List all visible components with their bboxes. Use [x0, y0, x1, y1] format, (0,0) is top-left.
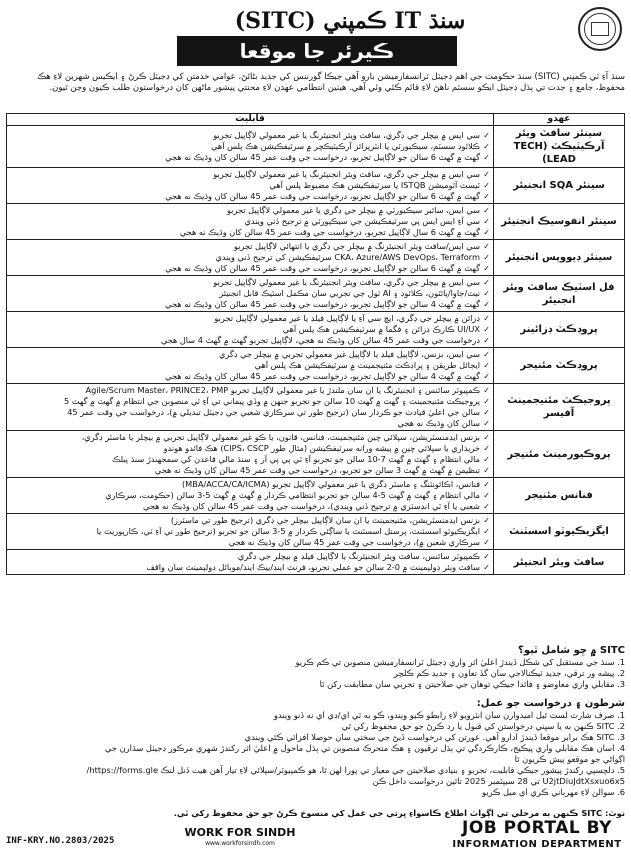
information-department-label: INFORMATION DEPARTMENT [452, 839, 622, 850]
post-title: سينئر انفوسيڪ انجنيئر [494, 204, 625, 240]
job-portal-logo: JOB PORTAL BY [462, 818, 612, 838]
qualification-cell [7, 348, 494, 384]
terms-title: شرطون ۽ درخواست جو عمل: [476, 698, 625, 709]
qualification-line: ✓ سالن کان وڌيڪ نه هجي [10, 418, 490, 429]
terms-item: اڳواڻي جو موقعو پيش ڪريون ٿا [514, 754, 625, 764]
post-title: سينئر سافٽ ويئر آرڪيٽيڪٽ (TECH LEAD) [494, 126, 625, 168]
qualification-cell [7, 384, 494, 431]
qualification-column-header: قابليت [7, 114, 494, 126]
post-title: سينئر SQA انجنيئر [494, 168, 625, 204]
qualification-line: ✓ گهٽ ۾ گهٽ 6 سالن جو لاڳاپيل تجربو، درخواست جي وقت عمر 45 سالن کان وڌيڪ نه هجي [10, 191, 490, 202]
qualification-line: ✓ فنانس، اڪائونٽنگ ۽ ماسٽر ڊگري يا غير معمولي لاڳاپيل تجربو (MBA/ACCA/CA/ICMA) [10, 479, 490, 490]
sindh-government-seal-icon [578, 7, 622, 51]
qualification-line: ✓ گهٽ ۾ گهٽ 6 سالن جو لاڳاپيل تجربو، درخواست جي وقت عمر 45 سالن کان وڌيڪ نه هجي [10, 263, 490, 274]
qualification-cell [7, 550, 494, 575]
qualification-line: ✓ شعبي يا آءِ ٽي انڊسٽري ۾ ترجيح ڏني ويندي)، درخواست جي وقت عمر 45 سالن کان وڌيڪ نه هجي [10, 501, 490, 512]
qualification-line: ✓ ايجائل طريقن ۽ پراڊڪٽ مئنيجمينٽ ۾ سرٽيفڪيشن هڪ پلس آهي [10, 360, 490, 371]
reference-number: INF-KRY.NO.2803/2025 [6, 836, 115, 846]
table-row [7, 431, 625, 478]
qualification-line: ✓ UI/UX ڪارڪ ڊزائن ۽ فگما ۾ سرٽيفڪيشن هڪ پلس آهي [10, 324, 490, 335]
qualification-line: ✓ گهٽ ۾ گهٽ 4 سالن جو لاڳاپيل تجربو، درخواست جي وقت عمر 45 سالن کان وڌيڪ نه هجي [10, 299, 490, 310]
qualification-cell [7, 478, 494, 514]
positions-table [6, 113, 625, 575]
qualification-cell [7, 240, 494, 276]
table-row [7, 550, 625, 575]
table-row [7, 204, 625, 240]
qualification-line: ✓ پروجيڪٽ مئنيجمينٽ ۽ گهٽ ۾ گهٽ 10 سالن جو تجربو جنهن ۾ وڏي پيماني تي آءِ ٽي منصوبن جي انتظام ۾ گهٽ ۾ گهٽ 5 [10, 396, 490, 407]
terms-item: 2. SITC ڪنهن به يا سڀني درخواستن کي قبول يا رد ڪرڻ جو حق محفوظ رکي ٿي [341, 721, 625, 731]
qualification-line: ✓ ٽيسٽ آٽوميشن ISTQB يا سرٽيفڪيشن هڪ مضبوط پلس آهي [10, 180, 490, 191]
qualification-cell [7, 312, 494, 348]
table-row [7, 348, 625, 384]
qualification-line: ✓ نيٽ/جاوا/پائٿون، ڪلائوڊ ۽ AI ٽول جي تجربي سان مڪمل اسٽيڪ قابل انجنيئر [10, 288, 490, 299]
qualification-line: ✓ بزنس ايڊمنسٽريشن، مئنيجمينٽ يا ان سان لاڳاپيل بيچلر جي ڊگري (ترجيح طور تي ماسٽرز) [10, 515, 490, 526]
post-title: پروڊڪٽ ڊزائينر [494, 312, 625, 348]
terms-item: 3. SITC هڪ برابر موقعا ڏيندڙ ادارو آهي. عورتن کي درخواست ڏيڻ جي سختي سان حوصلا افزائي ڪئي ويندي [244, 732, 625, 742]
qualification-line: ✓ گهٽ ۾ گهٽ 6 سال لاڳاپيل تجربو، درخواست جي وقت عمر 45 سالن کان وڌيڪ نه هجي [10, 227, 490, 238]
why-join-item: 1. سنڌ جي مستقبل کي شڪل ڏيندڙ اعليٰ اثر واري ڊجيٽل ٽرانسفارميشن منصوبن تي ڪم ڪريو [295, 657, 625, 667]
qualification-cell [7, 514, 494, 550]
post-title: سافٽ ويئر انجنيئر [494, 550, 625, 575]
qualification-cell [7, 431, 494, 478]
why-join-item: 2. پيشه ور ترقي، جديد ٽيڪنالاجي سان گڏ تعاون ۽ جديد ڪم ڪلچر [393, 668, 625, 678]
career-banner: ڪيرئر جا موقعا [177, 36, 457, 66]
table-row [7, 478, 625, 514]
note-text: نوٽ: SITC ڪنهن به مرحلي تي اڳواٽ اطلاع ڪاسواءِ ڀرتي جي عمل کي منسوخ ڪرڻ جو حق محفوظ رکي ٿي. [173, 808, 625, 818]
qualification-line: ✓ سالن جي اعليٰ قيادت جو ڪردار سان (ترجيح طور تي سرڪاري شعبي جي ڊجيٽل تبديلي ۾)، درخواست جي وقت عمر 45 [10, 407, 490, 418]
qualification-line: ✓ سافٽ ويئر ڊولپمينٽ ۾ 0-2 سالن جو عملي تجربو، فرنٽ اينڊ/بيڪ اينڊ/موبائل ڊولپمينٽ سان واقف [10, 562, 490, 573]
qualification-line: ✓ سي آءِ ايس ايس پي سرٽيفڪيشن جي سيڪيورٽي ۾ ترجيح ڏني ويندي [10, 216, 490, 227]
qualification-line: ✓ CKA، Azure/AWS DevOps، Terraform سرٽيفڪيشن کي ترجيح ڏني ويندي [10, 252, 490, 263]
qualification-cell [7, 168, 494, 204]
table-row [7, 126, 625, 168]
terms-item: 4. اسان هڪ مقابلي واري پيڪيج، ڪارڪردگي تي ٻڌل ترقيون ۽ هڪ متحرڪ منصوبن تي ٻڌل ماحول ۾ اعليٰ اثر رکندڙ شهري مرڪوز ڊجيٽل سڌارن جي [104, 743, 625, 753]
qualification-cell [7, 276, 494, 312]
table-row [7, 168, 625, 204]
qualification-cell [7, 126, 494, 168]
qualification-line: ✓ سي ايس/سافٽ ويئر انجنيئرنگ ۾ بيچلر جي ڊگري يا انتهائي لاڳاپيل تجربو [10, 241, 490, 252]
qualification-line: ✓ تنظيمن ۾ گهٽ ۾ گهٽ 3 سالن جو تجربو، درخواست جي وقت عمر 45 سالن کان وڌيڪ نه هجي [10, 465, 490, 476]
table-row [7, 240, 625, 276]
qualification-line: ✓ مالي انتظام ۽ گهٽ ۾ گهٽ 5-4 سالن جو تجربو انتظامي ڪردار ۾ گهٽ ۾ گهٽ 5-3 سالن (حڪومت، سرڪاري [10, 490, 490, 501]
qualification-line: ✓ سرڪاري شعبن ۾)، درخواست جي وقت عمر 45 سالن کان وڌيڪ نه هجي [10, 537, 490, 548]
qualification-line: ✓ درخواست جي وقت عمر 45 سالن کان وڌيڪ نه هجي، لاڳاپيل تجربو گهٽ ۾ گهٽ 4 سال هجي [10, 335, 490, 346]
post-title: پروڪيورمينٽ مئنيجر [494, 431, 625, 478]
qualification-line: ✓ مالي انتظام ۽ گهٽ ۾ گهٽ 7-10 سالن جو تجربو آءِ ٽي پي پي آر ۽ سنڌ مالي قاعدن کي سمجهندڙ سنڌ پبلڪ [10, 454, 490, 465]
qualification-line: ✓ سي ايس ۾ بيچلر جي ڊگري، سافٽ ويئر انجنيئرنگ يا غير معمولي لاڳاپيل تجربو [10, 130, 490, 141]
table-header-row [7, 114, 625, 126]
qualification-line: ✓ ڪمپيوٽر سائنس، سافٽ ويئر انجنيئرنگ يا لاڳاپيل فيلڊ ۾ بيچلر جي ڊگري [10, 551, 490, 562]
qualification-line: ✓ گهٽ ۾ گهٽ 6 سالن جو لاڳاپيل تجربو، درخواست جي وقت عمر 45 سالن کان وڌيڪ نه هجي [10, 152, 490, 163]
qualification-line: ✓ ڪمپيوٽر سائنس ۽ انجنيئرنگ يا ان سان ملندڙ يا غير معمولي لاڳاپيل تجربو Agile/Scrum Master، PRINCE2، PMP [10, 385, 490, 396]
terms-section [6, 697, 625, 798]
table-row [7, 514, 625, 550]
work-for-sindh-url: www.workforsindh.com [205, 840, 275, 847]
post-title: پروجيڪٽ مئنيجمينٽ آفيسر [494, 384, 625, 431]
qualification-cell [7, 204, 494, 240]
why-join-title: SITC ۾ ڇو شامل ٿيو؟ [518, 645, 625, 656]
qualification-line: ✓ بزنس ايڊمنسٽريشن، سپلائي چين مئنيجمينٽ، فنانس، قانون، يا ڪو غير معمولي لاڳاپيل تجربي ۾ بيچلر يا ماسٽر ڊگري، [10, 432, 490, 443]
post-title: ايگزيڪيوٽو اسسٽنٽ [494, 514, 625, 550]
terms-item: 1. صرف شارٽ لسٽ ٿيل اميدوارن سان انٽرويو لاءِ رابطو ڪيو ويندو، ڪو به ٽي اي/ڊي اي نه ڏنو ويندو [273, 710, 625, 720]
qualification-line: ✓ گهٽ ۾ گهٽ 4 سالن جو لاڳاپيل تجربو، درخواست جي وقت عمر 45 سالن کان وڌيڪ نه هجي [10, 371, 490, 382]
intro-paragraph: سنڌ آءِ ٽي ڪمپني (SITC) سنڌ حڪومت جي اهم ڊجيٽل ٽرانسفارميشن بارو آهي جيڪا گورننس کي جديد بڻائڻ، عوامي خدمتن کي ڊجيٽل ڪرڻ ۽ ايڪيس شهرين لاءِ هڪ محفوظ، جامع ۽ جدت تي ٻڌل ڊجيٽل ايڪو سسٽم ناهڻ لاءِ قائم ڪئي وئي آهي. هيٺين انتظامي عهدن لاءِ محنتي پيشور ماڻهن کان درخواستون طلب ڪيون وڃن ٿيون. [37, 72, 625, 93]
qualification-line: ✓ سي ايس، سائبر سيڪيورٽي ۾ بيچلر جي ڊگري يا غير معمولي لاڳاپيل تجربو [10, 205, 490, 216]
qualification-line: ✓ ڊزائن ۾ بيچلر جي ڊگري، ايڇ سي آءِ يا لاڳاپيل فيلڊ يا غير معمولي لاڳاپيل تجربو [10, 313, 490, 324]
why-join-item: 3. مقابلي واري معاوضو ۽ فائدا جيڪي توهان جي صلاحيتن ۽ تجربي سان مطابقت رکن ٿا [319, 679, 625, 689]
post-title: فنانس مئنيجر [494, 478, 625, 514]
terms-item: U2jtDiuJdtXsxuo6x5 تي 28 سيپٽمبر 2025 تائين درخواست داخل ڪن [372, 776, 625, 786]
post-column-header: عهدو [494, 114, 625, 126]
qualification-line: ✓ سي ايس ۾ بيچلر جي ڊگري، سافٽ ويئر انجنيئرنگ يا غير معمولي لاڳاپيل تجربو [10, 277, 490, 288]
work-for-sindh-text: WORK FOR SINDH [184, 826, 296, 839]
qualification-line: ✓ ايگزيڪيوٽو اسسٽنٽ، پرسنل اسسٽنٽ يا ساڳئي ڪردار ۾ 5-3 سالن جو تجربو (ترجيح طور تي آءِ ٽي، ڪارپوريٽ يا [10, 526, 490, 537]
post-title: سينئر ڊيووپس انجنيئر [494, 240, 625, 276]
table-row [7, 276, 625, 312]
why-join-section [6, 644, 625, 690]
page-title: سنڌ IT ڪمپني (SITC) [234, 8, 466, 34]
work-for-sindh-logo [165, 826, 315, 848]
qualification-line: ✓ سي ايس، بزنس، لاڳاپيل فيلڊ يا لاڳاپيل غير معمولي تجربي ۾ بيچلر جي ڊگري [10, 349, 490, 360]
post-title: پروڊڪٽ مئنيجر [494, 348, 625, 384]
table-row [7, 312, 625, 348]
qualification-line: ✓ سي ايس ۾ بيچلر جي ڊگري، سافٽ ويئر انجنيئرنگ يا غير معمولي لاڳاپيل تجربو [10, 169, 490, 180]
post-title: فل اسٽيڪ سافٽ ويئر انجنيئر [494, 276, 625, 312]
table-row [7, 384, 625, 431]
terms-item: 5. دلچسپي رکندڙ پيشور جيڪي قابليت، تجربو ۽ بنيادي صلاحيتن جي معيار تي پورا لهن ٿا، هو ڪمپيوٽر/سپلائي لاءِ تيار آهن هيٺ ڏنل لنڪ https://forms.gle/ [86, 765, 625, 775]
qualification-line: ✓ خريداري يا سپلائي چين ۾ پيشه ورانه سرٽيفڪيشن (مثال طور CIPS، CSCP) هڪ فائدو هوندو [10, 443, 490, 454]
qualification-line: ✓ ڪلائوڊ سسٽم، سيڪيورٽي يا انٽرپرائز آرڪيٽيڪچر ۾ سرٽيفڪيشن هڪ پلس آهي [10, 141, 490, 152]
terms-item: 6. سوالن لاءِ مهرباني ڪري اي ميل ڪريو [482, 787, 625, 797]
